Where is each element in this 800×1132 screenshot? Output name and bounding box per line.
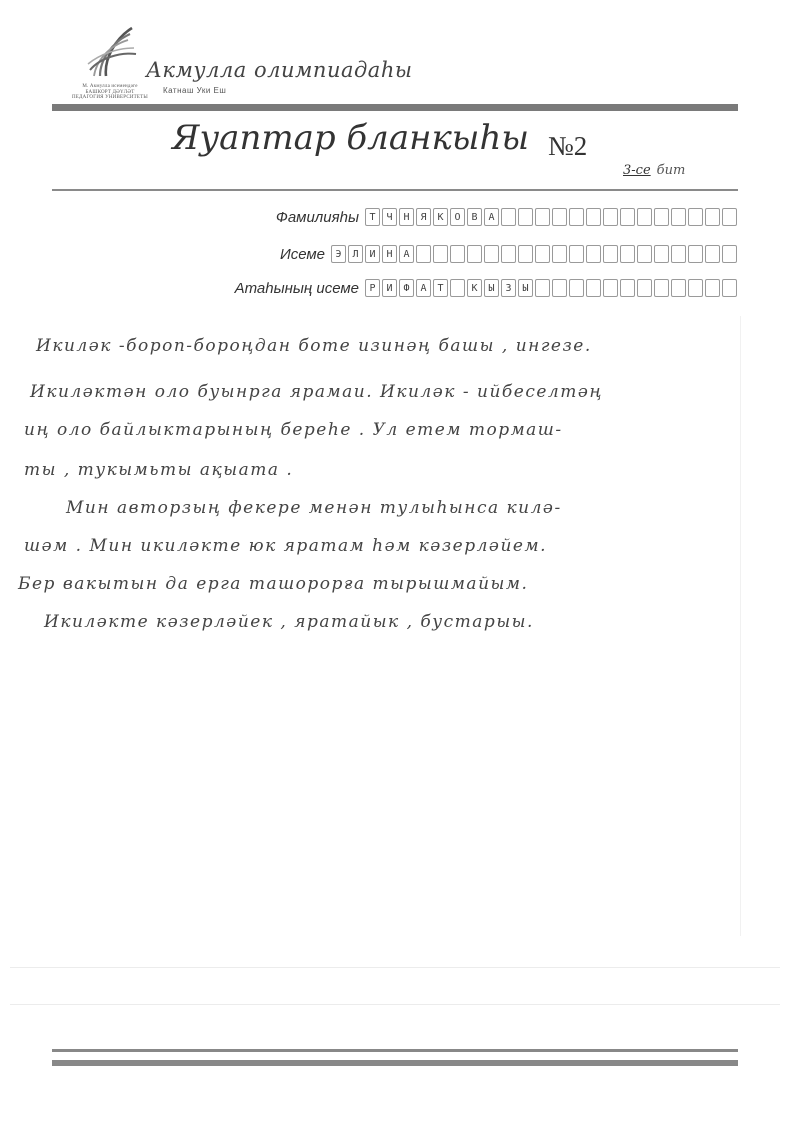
form-title: Яуаптар бланкыһы xyxy=(172,118,530,158)
page-count-label: бит xyxy=(656,163,686,178)
firstname-cells[interactable] xyxy=(329,245,737,263)
footer-divider-top xyxy=(52,1049,738,1052)
letter-cell[interactable] xyxy=(688,245,703,263)
letter-cell[interactable] xyxy=(705,208,720,226)
letter-cell[interactable] xyxy=(671,245,686,263)
answer-line: Икиләктән оло буынрга ярамаи. Икиләк - ийбеселтәң xyxy=(30,382,604,402)
letter-cell[interactable]: Т xyxy=(365,208,380,226)
letter-cell[interactable] xyxy=(518,208,533,226)
footer-divider-bottom xyxy=(52,1060,738,1066)
letter-cell[interactable] xyxy=(552,208,567,226)
letter-cell[interactable]: О xyxy=(450,208,465,226)
letter-cell[interactable] xyxy=(552,279,567,297)
letter-cell[interactable]: З xyxy=(501,279,516,297)
letter-cell[interactable] xyxy=(501,208,516,226)
letter-cell[interactable]: Ф xyxy=(399,279,414,297)
answer-line: шәм . Мин икиләкте юк яратам һәм кәзерләйем. xyxy=(24,536,547,556)
letter-cell[interactable]: В xyxy=(467,208,482,226)
university-logo xyxy=(86,24,138,80)
letter-cell[interactable] xyxy=(586,279,601,297)
surname-cells[interactable] xyxy=(363,208,737,226)
letter-cell[interactable]: К xyxy=(467,279,482,297)
letter-cell[interactable]: А xyxy=(484,208,499,226)
answer-line: Бер вакытын да ерга ташорорға тырышмайым. xyxy=(18,574,529,594)
letter-cell[interactable]: Ч xyxy=(382,208,397,226)
letter-cell[interactable] xyxy=(705,279,720,297)
letter-cell[interactable] xyxy=(654,208,669,226)
page-count-value: 3-ce xyxy=(623,163,651,178)
patronymic-label: Атаһының исеме xyxy=(234,279,359,297)
letter-cell[interactable] xyxy=(569,208,584,226)
letter-cell[interactable] xyxy=(637,279,652,297)
letter-cell[interactable] xyxy=(637,208,652,226)
letter-cell[interactable]: Л xyxy=(348,245,363,263)
letter-cell[interactable] xyxy=(688,208,703,226)
university-name: М. Акмулла исемендәге БАШКОРТ ДӘҮЛӘТ ПЕДАГОГИЯ УНИВЕРСИТЕТЫ xyxy=(71,84,148,100)
letter-cell[interactable] xyxy=(535,245,550,263)
letter-cell[interactable] xyxy=(654,279,669,297)
olympiad-subtitle: Катнаш Уки Еш xyxy=(163,86,227,95)
answer-line: иң оло байлыктарының береһе . Ул етем тормаш- xyxy=(24,420,563,440)
letter-cell[interactable] xyxy=(535,279,550,297)
form-number: №2 xyxy=(548,131,588,161)
faint-guide-line xyxy=(10,1004,780,1005)
answer-line: Мин авторзың фекере менән тулыһынса килә- xyxy=(66,498,562,518)
faint-guide-line xyxy=(10,967,780,968)
letter-cell[interactable] xyxy=(535,208,550,226)
header-divider xyxy=(52,104,738,111)
patronymic-cells[interactable] xyxy=(363,279,737,297)
firstname-label: Исеме xyxy=(279,245,325,263)
firstname-field[interactable] xyxy=(280,245,737,263)
letter-cell[interactable] xyxy=(722,208,737,226)
letter-cell[interactable] xyxy=(603,279,618,297)
letter-cell[interactable] xyxy=(603,245,618,263)
letter-cell[interactable] xyxy=(569,279,584,297)
answer-line: ты , тукымьты ақыата . xyxy=(24,460,294,480)
letter-cell[interactable] xyxy=(705,245,720,263)
letter-cell[interactable] xyxy=(450,245,465,263)
letter-cell[interactable] xyxy=(620,245,635,263)
letter-cell[interactable]: Р xyxy=(365,279,380,297)
letter-cell[interactable]: Ы xyxy=(518,279,533,297)
letter-cell[interactable] xyxy=(620,279,635,297)
letter-cell[interactable] xyxy=(501,245,516,263)
letter-cell[interactable]: И xyxy=(365,245,380,263)
patronymic-field[interactable] xyxy=(235,279,737,297)
letter-cell[interactable]: К xyxy=(433,208,448,226)
letter-cell[interactable] xyxy=(518,245,533,263)
letter-cell[interactable] xyxy=(722,245,737,263)
letter-cell[interactable]: Ы xyxy=(484,279,499,297)
letter-cell[interactable]: Я xyxy=(416,208,431,226)
letter-cell[interactable] xyxy=(654,245,669,263)
letter-cell[interactable] xyxy=(671,279,686,297)
letter-cell[interactable]: А xyxy=(399,245,414,263)
letter-cell[interactable] xyxy=(688,279,703,297)
letter-cell[interactable]: И xyxy=(382,279,397,297)
page-count xyxy=(623,163,685,178)
letter-cell[interactable] xyxy=(484,245,499,263)
surname-field[interactable] xyxy=(276,208,737,226)
letter-cell[interactable]: А xyxy=(416,279,431,297)
letter-cell[interactable]: Э xyxy=(331,245,346,263)
letter-cell[interactable] xyxy=(467,245,482,263)
olympiad-title: Акмулла олимпиадаһы xyxy=(146,58,413,82)
letter-cell[interactable] xyxy=(552,245,567,263)
letter-cell[interactable] xyxy=(450,279,465,297)
surname-label: Фамилияһы xyxy=(275,208,359,226)
letter-cell[interactable] xyxy=(586,208,601,226)
letter-cell[interactable] xyxy=(569,245,584,263)
letter-cell[interactable] xyxy=(620,208,635,226)
letter-cell[interactable] xyxy=(433,245,448,263)
letter-cell[interactable]: Н xyxy=(382,245,397,263)
letter-cell[interactable] xyxy=(416,245,431,263)
margin-mark xyxy=(740,316,741,936)
letter-cell[interactable] xyxy=(671,208,686,226)
letter-cell[interactable] xyxy=(637,245,652,263)
answer-line: Икиләк -бороп-бороңдан боте изинәң башы , ингезе. xyxy=(36,336,592,356)
letter-cell[interactable] xyxy=(603,208,618,226)
letter-cell[interactable]: Т xyxy=(433,279,448,297)
letter-cell[interactable]: Н xyxy=(399,208,414,226)
title-divider xyxy=(52,189,738,191)
answer-line: Икиләкте кәзерләйек , яратайык , бустарыы. xyxy=(44,612,534,632)
letter-cell[interactable] xyxy=(586,245,601,263)
letter-cell[interactable] xyxy=(722,279,737,297)
